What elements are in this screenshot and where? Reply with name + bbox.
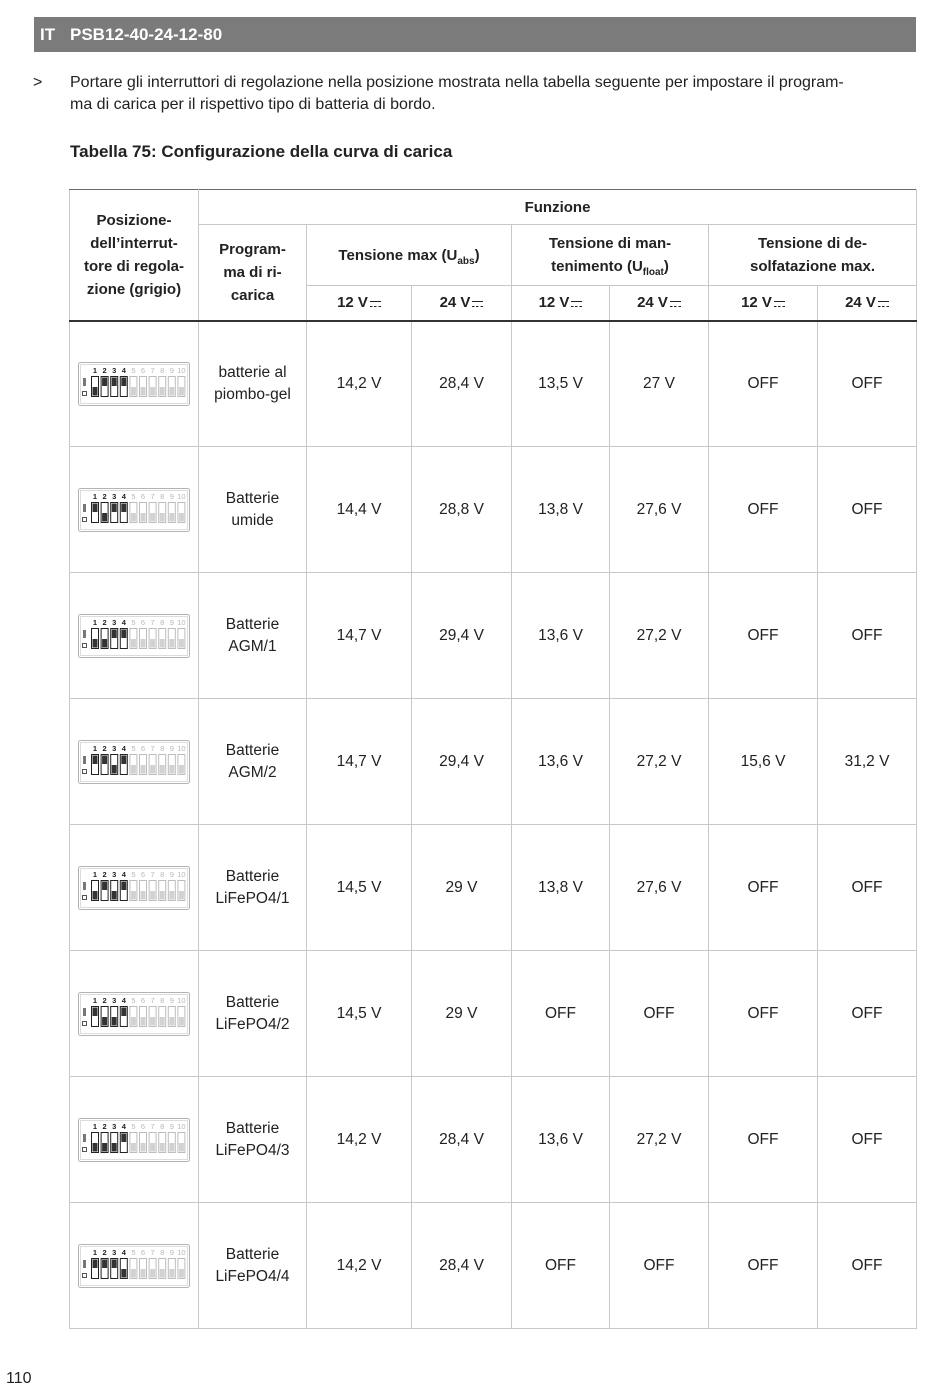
dip-switch-cell [70,321,199,447]
header-switch-position: Posizione- dell’interrut- tore di regola- zione (grigio) [70,190,199,321]
dip-switch-number: 2 [102,617,107,627]
dip-on-indicator-icon [83,378,86,386]
dip-switch-cell [70,951,199,1077]
charge-program: Batterie LiFePO4/1 [199,825,307,951]
dip-switch-lever [169,639,174,648]
desulfation-voltage-24v: OFF [818,1077,917,1203]
dip-switch-number: 2 [102,491,107,501]
charge-program: Batterie AGM/1 [199,573,307,699]
desulfation-voltage-24v: OFF [818,447,917,573]
dip-on-indicator-icon [83,630,86,638]
dip-switch-lever [150,1269,155,1278]
table-row [70,699,917,825]
header-max-voltage-suffix: ) [474,246,480,264]
dip-switch-number: 7 [150,869,155,879]
dip-switch-lever [160,387,165,396]
dip-switch-lever [179,639,184,648]
dip-switch-lever [102,513,107,522]
dip-switch-lever [141,1143,146,1152]
dip-switch-number: 10 [177,491,186,501]
dip-switch-number: 7 [150,617,155,627]
instruction-bullet: > [33,74,43,91]
dc-symbol-icon [571,301,582,307]
dip-switch-lever [179,1269,184,1278]
dip-switch-graphic [78,614,190,658]
dip-switch-lever [150,639,155,648]
dip-switch-number: 9 [169,491,174,501]
dip-switch-lever [169,891,174,900]
float-voltage-24v: 27,2 V [610,573,709,699]
instruction-text: Portare gli interruttori di regolazione nella posizione mostrata nella tabella seguente per impostare il program- ma di carica per il rispettivo tipo di batteria di bordo. [70,74,844,113]
section-header-bar [34,17,916,52]
float-voltage-24v: 27,6 V [610,447,709,573]
dip-switch-number: 3 [112,743,117,753]
dc-symbol-icon [774,301,785,307]
dip-switch-cell [70,1203,199,1329]
dip-switch-number: 4 [121,1247,126,1257]
dip-switch-number: 9 [169,869,174,879]
dip-switch-lever [112,1017,117,1026]
dip-switch-number: 8 [160,743,165,753]
dip-on-indicator-icon [83,1008,86,1016]
max-voltage-24v: 29 V [412,951,512,1077]
dip-switch-number: 3 [112,491,117,501]
header-float-voltage-suffix: ) [663,258,669,275]
float-voltage-24v: 27 V [610,321,709,447]
dip-switch-lever [121,1269,126,1278]
dip-switch-lever [141,765,146,774]
table-row [70,951,917,1077]
desulfation-voltage-24v: OFF [818,825,917,951]
dip-switch-lever [169,513,174,522]
dip-on-indicator-icon [83,756,86,764]
dip-switch [78,488,190,532]
dip-switch [78,362,190,406]
dip-switch-graphic [78,992,190,1036]
dip-switch-number: 6 [140,617,146,627]
dip-switch-number: 5 [131,995,136,1005]
dip-switch-lever [160,1017,165,1026]
header-float-voltage [512,225,709,286]
float-voltage-24v: OFF [610,1203,709,1329]
dip-switch-number: 9 [169,617,174,627]
dip-switch-lever [150,387,155,396]
dip-switch-number: 7 [150,743,155,753]
dip-switch-lever [179,891,184,900]
dip-switch-number: 3 [112,1247,117,1257]
header-desulfation-voltage: Tensione di de- solfatazione max. [709,225,917,286]
dip-switch-number: 4 [121,995,126,1005]
dip-switch-number: 8 [160,365,165,375]
dip-on-indicator-icon [83,504,86,512]
dip-switch-lever [160,891,165,900]
dip-switch-lever [112,629,117,638]
dip-switch-number: 4 [121,743,126,753]
dip-switch-number: 2 [102,995,107,1005]
dip-switch-number: 6 [140,743,146,753]
dip-switch-lever [141,639,146,648]
desulfation-voltage-12v: OFF [709,573,818,699]
dip-switch-graphic [78,488,190,532]
dip-switch-number: 9 [169,743,174,753]
dip-switch-lever [102,755,107,764]
float-voltage-12v: 13,8 V [512,447,610,573]
table-row [70,573,917,699]
charge-curve-table [69,189,917,1329]
header-charge-program: Program- ma di ri- carica [199,225,307,321]
table-row [70,447,917,573]
header-desulf-24v [818,286,917,321]
page-number: 110 [6,1370,32,1387]
header-float-voltage-text: Tensione di man- tenimento (U [548,235,672,275]
dip-switch-number: 2 [102,743,107,753]
max-voltage-12v: 14,5 V [307,951,412,1077]
max-voltage-24v: 28,8 V [412,447,512,573]
dip-switch-lever [93,387,98,396]
dip-switch [78,614,190,658]
dip-switch-number: 2 [102,365,107,375]
dip-switch-lever [141,891,146,900]
desulfation-voltage-12v: OFF [709,447,818,573]
dip-switch-lever [121,881,126,890]
dip-switch [78,1118,190,1162]
dip-switch-graphic [78,362,190,406]
voltage-label: 12 V [337,294,368,312]
dip-switch-number: 8 [160,1121,165,1131]
dip-switch-number: 10 [177,1247,186,1257]
dip-switch-lever [141,513,146,522]
dip-switch-number: 8 [160,869,165,879]
dip-switch-number: 5 [131,365,136,375]
dip-switch-lever [150,891,155,900]
header-max-voltage [307,225,512,286]
dip-switch-lever [93,755,98,764]
dip-switch-graphic [78,1118,190,1162]
dip-switch-lever [131,1269,136,1278]
dip-switch-cell [70,699,199,825]
dip-switch-lever [112,1143,117,1152]
dip-switch [78,992,190,1036]
dip-switch-number: 4 [121,365,126,375]
max-voltage-12v: 14,7 V [307,573,412,699]
desulfation-voltage-24v: OFF [818,1203,917,1329]
max-voltage-24v: 28,4 V [412,1203,512,1329]
dip-switch-lever [131,1143,136,1152]
dip-switch-lever [169,765,174,774]
header-function: Funzione [199,190,917,225]
dip-switch-lever [160,765,165,774]
dip-switch-number: 2 [102,1247,107,1257]
float-voltage-24v: 27,6 V [610,825,709,951]
voltage-label: 24 V [845,294,876,312]
dip-switch-lever [131,387,136,396]
desulfation-voltage-24v: 31,2 V [818,699,917,825]
voltage-label: 12 V [741,294,772,312]
dip-switch-lever [131,1017,136,1026]
max-voltage-24v: 28,4 V [412,321,512,447]
dip-switch-number: 8 [160,617,165,627]
dip-switch-number: 1 [92,365,98,375]
dip-switch-number: 6 [140,869,146,879]
dip-switch-lever [150,513,155,522]
dip-switch-lever [112,377,117,386]
dc-symbol-icon [472,301,483,307]
dip-switch-lever [131,891,136,900]
dip-switch [78,866,190,910]
float-voltage-12v: 13,6 V [512,1077,610,1203]
dip-switch-lever [93,891,98,900]
dip-switch-lever [169,1269,174,1278]
dip-switch-lever [179,1143,184,1152]
dip-switch-lever [93,1143,98,1152]
dip-switch-cell [70,825,199,951]
dip-switch-number: 3 [112,995,117,1005]
dip-switch-lever [102,1259,107,1268]
dip-switch-lever [93,639,98,648]
dip-on-indicator-icon [83,1134,86,1142]
dip-switch-lever [93,503,98,512]
voltage-label: 24 V [637,294,668,312]
dip-switch-number: 1 [92,869,98,879]
header-max-24v [412,286,512,321]
dip-switch-number: 2 [102,1121,107,1131]
float-voltage-12v: 13,5 V [512,321,610,447]
max-voltage-12v: 14,2 V [307,1077,412,1203]
dip-switch-lever [169,1143,174,1152]
dip-switch-number: 9 [169,1247,174,1257]
dc-symbol-icon [670,301,681,307]
dip-switch-lever [93,1259,98,1268]
dip-switch-number: 9 [169,1121,174,1131]
desulfation-voltage-12v: OFF [709,1203,818,1329]
header-desulf-12v [709,286,818,321]
dip-switch-number: 4 [121,1121,126,1131]
desulfation-voltage-12v: OFF [709,825,818,951]
desulfation-voltage-12v: OFF [709,951,818,1077]
dip-switch-number: 1 [92,995,98,1005]
voltage-label: 24 V [439,294,471,312]
float-voltage-24v: OFF [610,951,709,1077]
dip-switch-number: 6 [140,365,146,375]
float-voltage-12v: OFF [512,951,610,1077]
dip-switch-lever [121,503,126,512]
dip-switch-lever [102,881,107,890]
dip-switch-lever [179,765,184,774]
table-row [70,321,917,447]
charge-program: Batterie umide [199,447,307,573]
float-voltage-24v: 27,2 V [610,1077,709,1203]
desulfation-voltage-12v: OFF [709,321,818,447]
dip-on-indicator-icon [83,882,86,890]
desulfation-voltage-24v: OFF [818,951,917,1077]
dip-switch-lever [102,639,107,648]
dip-switch [78,1244,190,1288]
max-voltage-24v: 29,4 V [412,573,512,699]
header-max-voltage-text: Tensione max (U [338,246,458,264]
dip-switch-lever [150,1017,155,1026]
dip-switch-lever [131,513,136,522]
dip-switch-lever [112,765,117,774]
dip-switch-lever [179,513,184,522]
table-caption: Tabella 75: Configurazione della curva di carica [70,142,453,161]
dip-switch-number: 3 [112,869,117,879]
voltage-label: 12 V [538,294,570,312]
dip-switch-number: 2 [102,869,107,879]
dip-switch-number: 3 [112,617,117,627]
language-code: IT [40,25,56,44]
dip-switch-number: 3 [112,1121,117,1131]
float-voltage-24v: 27,2 V [610,699,709,825]
dip-switch-number: 1 [92,617,98,627]
dip-switch-number: 10 [177,617,186,627]
header-max-voltage-sub: abs [457,255,475,267]
dip-switch-lever [131,765,136,774]
dip-switch-lever [112,503,117,512]
dip-switch-graphic [78,1244,190,1288]
dip-switch-number: 1 [92,1247,98,1257]
dc-symbol-icon [878,301,889,307]
dip-switch-lever [102,377,107,386]
charge-program: batterie al piombo-gel [199,321,307,447]
dip-switch-number: 5 [131,869,136,879]
dip-switch-number: 6 [140,1121,146,1131]
max-voltage-12v: 14,2 V [307,1203,412,1329]
desulfation-voltage-24v: OFF [818,573,917,699]
table-row [70,1077,917,1203]
dip-switch-number: 8 [160,995,165,1005]
header-max-12v [307,286,412,321]
dip-switch-number: 1 [92,1121,98,1131]
dip-switch-lever [179,387,184,396]
dip-switch [78,740,190,784]
desulfation-voltage-24v: OFF [818,321,917,447]
dip-switch-lever [131,639,136,648]
max-voltage-24v: 28,4 V [412,1077,512,1203]
table-row [70,825,917,951]
dip-switch-number: 7 [150,995,155,1005]
header-float-24v [610,286,709,321]
dip-switch-lever [121,377,126,386]
dip-switch-number: 5 [131,743,136,753]
dip-switch-graphic [78,866,190,910]
dip-switch-number: 10 [177,995,186,1005]
dip-switch-lever [160,513,165,522]
header-float-voltage-sub: float [642,267,664,278]
max-voltage-12v: 14,7 V [307,699,412,825]
dip-switch-lever [150,765,155,774]
dip-switch-number: 6 [140,995,146,1005]
dip-switch-number: 9 [169,365,174,375]
float-voltage-12v: OFF [512,1203,610,1329]
dip-switch-number: 8 [160,1247,165,1257]
dip-switch-lever [141,1269,146,1278]
dip-switch-number: 10 [177,1121,186,1131]
float-voltage-12v: 13,6 V [512,699,610,825]
charge-program: Batterie LiFePO4/2 [199,951,307,1077]
dip-switch-lever [112,891,117,900]
float-voltage-12v: 13,8 V [512,825,610,951]
dip-switch-cell [70,447,199,573]
dip-switch-number: 4 [121,617,126,627]
max-voltage-12v: 14,5 V [307,825,412,951]
dip-switch-lever [121,1133,126,1142]
dip-switch-lever [169,387,174,396]
dip-switch-number: 7 [150,1121,155,1131]
dip-switch-cell [70,1077,199,1203]
dip-switch-number: 4 [121,869,126,879]
charge-program: Batterie LiFePO4/4 [199,1203,307,1329]
dip-switch-number: 5 [131,1247,136,1257]
charge-program: Batterie LiFePO4/3 [199,1077,307,1203]
max-voltage-24v: 29 V [412,825,512,951]
dip-switch-number: 6 [140,1247,146,1257]
dip-switch-number: 1 [92,743,98,753]
dip-switch-number: 3 [112,365,117,375]
dip-switch-number: 6 [140,491,146,501]
dip-switch-lever [102,1143,107,1152]
dip-switch-number: 10 [177,365,186,375]
dip-switch-lever [141,387,146,396]
dip-switch-number: 4 [121,491,126,501]
dip-switch-number: 7 [150,365,155,375]
desulfation-voltage-12v: 15,6 V [709,699,818,825]
dip-switch-number: 5 [131,491,136,501]
dip-switch-graphic [78,740,190,784]
header-float-12v [512,286,610,321]
dip-switch-lever [102,1017,107,1026]
dip-switch-lever [179,1017,184,1026]
dip-switch-number: 5 [131,617,136,627]
dip-switch-number: 7 [150,1247,155,1257]
dc-symbol-icon [370,301,381,307]
max-voltage-12v: 14,2 V [307,321,412,447]
desulfation-voltage-12v: OFF [709,1077,818,1203]
dip-switch-number: 5 [131,1121,136,1131]
dip-switch-lever [112,1259,117,1268]
dip-switch-lever [121,755,126,764]
dip-switch-lever [169,1017,174,1026]
float-voltage-12v: 13,6 V [512,573,610,699]
dip-switch-lever [121,629,126,638]
dip-switch-lever [93,1007,98,1016]
dip-on-indicator-icon [83,1260,86,1268]
dip-switch-number: 1 [92,491,98,501]
dip-switch-number: 9 [169,995,174,1005]
dip-switch-lever [150,1143,155,1152]
max-voltage-12v: 14,4 V [307,447,412,573]
dip-switch-lever [160,639,165,648]
dip-switch-lever [121,1007,126,1016]
dip-switch-cell [70,573,199,699]
dip-switch-number: 10 [177,743,186,753]
dip-switch-number: 7 [150,491,155,501]
dip-switch-number: 8 [160,491,165,501]
max-voltage-24v: 29,4 V [412,699,512,825]
charge-program: Batterie AGM/2 [199,699,307,825]
dip-switch-lever [160,1269,165,1278]
dip-switch-lever [141,1017,146,1026]
table-row [70,1203,917,1329]
model-name: PSB12-40-24-12-80 [70,25,223,44]
dip-switch-number: 10 [177,869,186,879]
dip-switch-lever [160,1143,165,1152]
